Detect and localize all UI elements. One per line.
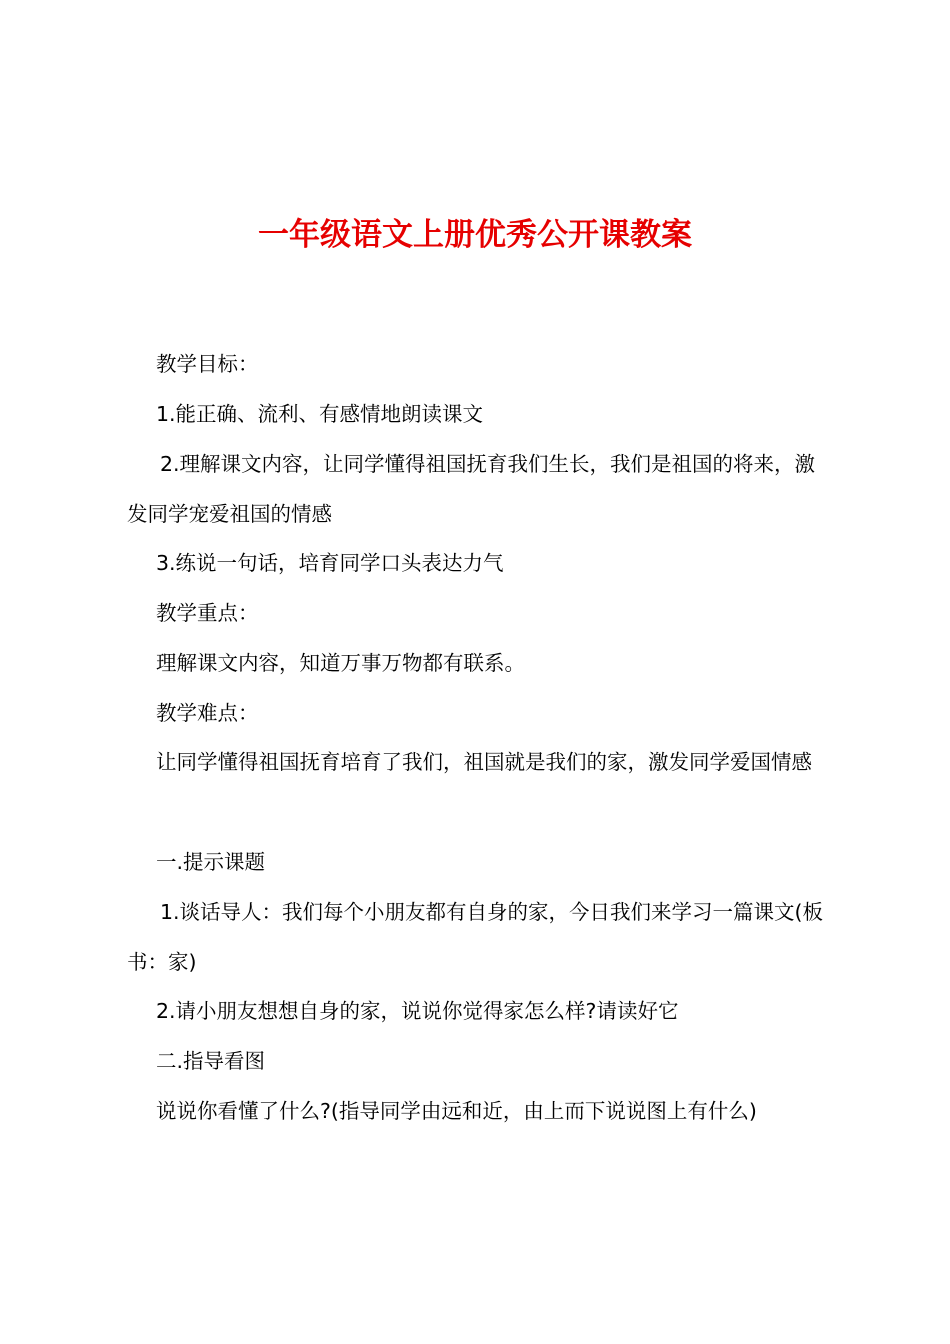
document-title: 一年级语文上册优秀公开课教案 (258, 217, 692, 253)
paragraph-difficulties: 让同学懂得祖国抚育培育了我们，祖国就是我们的家，激发同学爱国情感 (156, 750, 812, 774)
paragraph-difficulties-heading: 教学难点： (156, 701, 259, 725)
paragraph-key-points-heading: 教学重点： (156, 601, 259, 625)
paragraph-teaching-goals-heading: 教学目标： (156, 352, 259, 376)
paragraph-key-points: 理解课文内容，知道万事万物都有联系。 (156, 651, 525, 675)
paragraph-section-1-heading: 一.提示课题 (156, 850, 266, 874)
paragraph-goal-1: 1.能正确、流利、有感情地朗读课文 (156, 402, 484, 426)
paragraph-goal-3: 3.练说一句话，培育同学口头表达力气 (156, 551, 504, 575)
paragraph-section-1-item-2: 2.请小朋友想想自身的家，说说你觉得家怎么样?请读好它 (156, 999, 679, 1023)
paragraph-section-2-text: 说说你看懂了什么?(指导同学由远和近，由上而下说说图上有什么) (156, 1099, 757, 1123)
paragraph-section-1-item-1: 1.谈话导人：我们每个小朋友都有自身的家，今日我们来学习一篇课文(板书：家) (127, 900, 824, 974)
paragraph-goal-2: 2.理解课文内容，让同学懂得祖国抚育我们生长，我们是祖国的将来，激发同学宠爱祖国的情感 (127, 452, 816, 526)
paragraph-section-2-heading: 二.指导看图 (156, 1049, 266, 1073)
